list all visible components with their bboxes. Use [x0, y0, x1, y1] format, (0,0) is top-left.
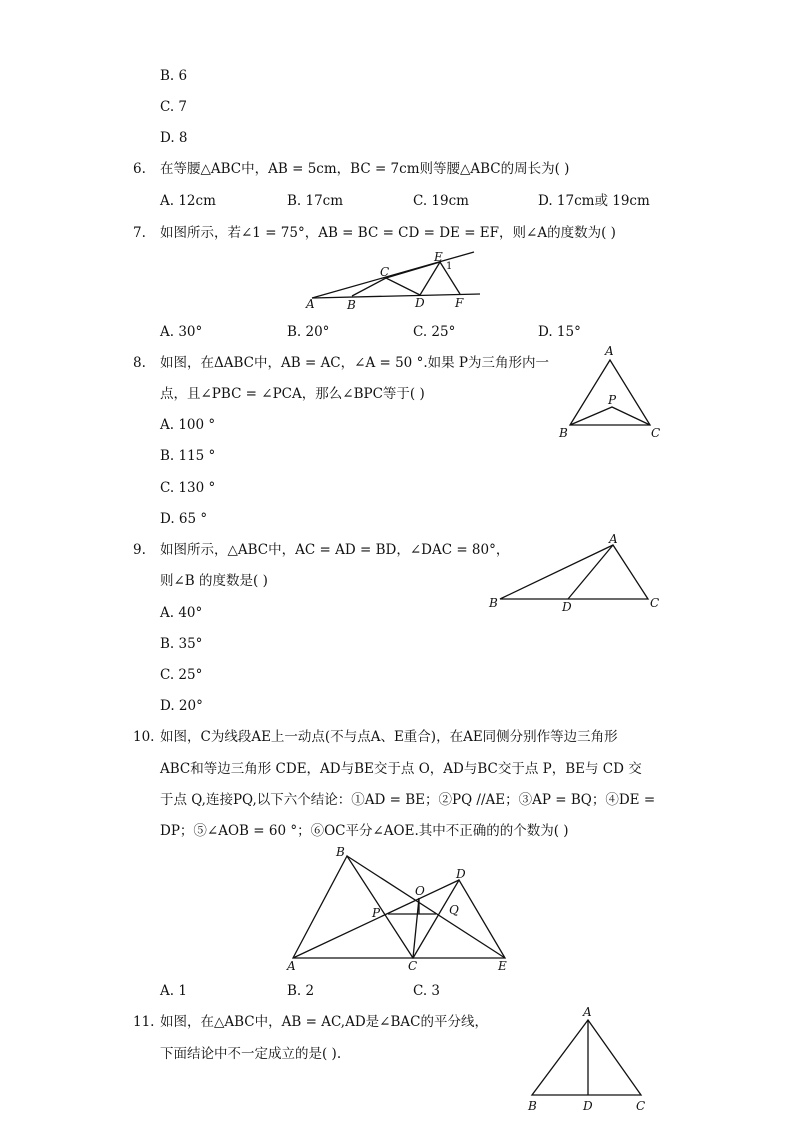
q6-option-a: A. 12cm — [160, 193, 216, 209]
q9-figure — [485, 530, 665, 615]
q7-option-d: D. 15° — [538, 324, 581, 340]
q7-figure — [300, 248, 490, 310]
q7-label-f: F — [455, 296, 464, 310]
q6-option-d: D. 17cm或 19cm — [538, 193, 650, 209]
q8-label-c: C — [651, 426, 661, 440]
q9-option-b: B. 35° — [160, 636, 203, 652]
q7-option-a: A. 30° — [160, 324, 203, 340]
q6-option-b: B. 17cm — [287, 193, 344, 209]
q8-label-p: P — [608, 393, 617, 407]
q10-label-a: A — [287, 959, 296, 973]
q9-label-a: A — [609, 532, 618, 546]
q10-option-a: A. 1 — [160, 983, 187, 999]
q8-label-b: B — [559, 426, 568, 440]
q10-stem-line2: ABC和等边三角形 CDE，AD与BE交于点 O，AD与BC交于点 P，BE与 CD 交 — [160, 761, 642, 777]
q5-option-b: B. 6 — [160, 68, 188, 84]
q10-number: 10. — [133, 729, 155, 745]
q11-stem-line2: 下面结论中不一定成立的是( ). — [160, 1046, 342, 1062]
q11-number: 11. — [133, 1014, 155, 1030]
q8-option-c: C. 130 ° — [160, 480, 216, 496]
q10-option-b: B. 2 — [287, 983, 315, 999]
q10-stem-line3: 于点 Q,连接PQ,以下六个结论：①AD = BE；②PQ //AE；③AP = BQ；④DE = — [160, 792, 656, 808]
q5-option-d: D. 8 — [160, 130, 188, 146]
q11-label-d: D — [583, 1099, 593, 1113]
q6-option-c: C. 19cm — [413, 193, 469, 209]
q10-figure — [280, 842, 520, 976]
q8-option-d: D. 65 ° — [160, 511, 208, 527]
q9-option-c: C. 25° — [160, 667, 203, 683]
q9-label-c: C — [650, 596, 660, 610]
q7-label-angle: 1 — [446, 261, 453, 272]
q10-stem-line1: 如图，C为线段AE上一动点(不与点A、E重合)，在AE同侧分别作等边三角形 — [160, 729, 618, 745]
q9-number: 9. — [133, 542, 146, 558]
q10-label-q: Q — [449, 903, 459, 917]
q7-label-d: D — [415, 296, 425, 310]
q8-stem-line1: 如图，在ΔABC中，AB = AC，∠A = 50 °.如果 P为三角形内一 — [160, 355, 549, 371]
q7-option-c: C. 25° — [413, 324, 456, 340]
q8-label-a: A — [605, 344, 614, 358]
q9-option-d: D. 20° — [160, 698, 203, 714]
q10-option-c: C. 3 — [413, 983, 441, 999]
q11-label-b: B — [528, 1099, 537, 1113]
q10-stem-line4: DP；⑤∠AOB = 60 °；⑥OC平分∠AOE.其中不正确的的个数为( ) — [160, 823, 569, 839]
q11-label-c: C — [636, 1099, 646, 1113]
q8-option-b: B. 115 ° — [160, 448, 216, 464]
q7-option-b: B. 20° — [287, 324, 330, 340]
q7-label-e: E — [434, 250, 443, 264]
q11-label-a: A — [583, 1005, 592, 1019]
q6-stem: 在等腰△ABC中，AB = 5cm，BC = 7cm则等腰△ABC的周长为( ) — [160, 161, 570, 177]
q8-option-a: A. 100 ° — [160, 417, 216, 433]
q8-stem-line2: 点，且∠PBC = ∠PCA，那么∠BPC等于( ) — [160, 386, 425, 402]
q11-stem-line1: 如图，在△ABC中，AB = AC,AD是∠BAC的平分线， — [160, 1014, 488, 1030]
q7-stem: 如图所示，若∠1 = 75°，AB = BC = CD = DE = EF，则∠A的度数为( ) — [160, 225, 616, 241]
q11-figure — [520, 1002, 660, 1120]
q10-label-p: P — [372, 906, 381, 920]
q10-label-o: O — [415, 884, 425, 898]
q7-label-c: C — [380, 265, 390, 279]
q5-option-c: C. 7 — [160, 99, 188, 115]
q9-label-d: D — [562, 600, 572, 614]
q10-label-e: E — [498, 959, 507, 973]
q9-label-b: B — [489, 596, 498, 610]
q9-stem-line2: 则∠B 的度数是( ) — [160, 573, 268, 589]
q8-number: 8. — [133, 355, 146, 371]
q8-figure — [555, 342, 665, 442]
q6-number: 6. — [133, 161, 146, 177]
q10-label-b: B — [336, 845, 345, 859]
q7-number: 7. — [133, 225, 146, 241]
q7-label-b: B — [347, 298, 356, 312]
q9-option-a: A. 40° — [160, 605, 203, 621]
q10-label-d: D — [456, 867, 466, 881]
q10-label-c: C — [408, 959, 418, 973]
q9-stem-line1: 如图所示，△ABC中，AC = AD = BD，∠DAC = 80°， — [160, 542, 510, 558]
q7-label-a: A — [306, 297, 315, 311]
